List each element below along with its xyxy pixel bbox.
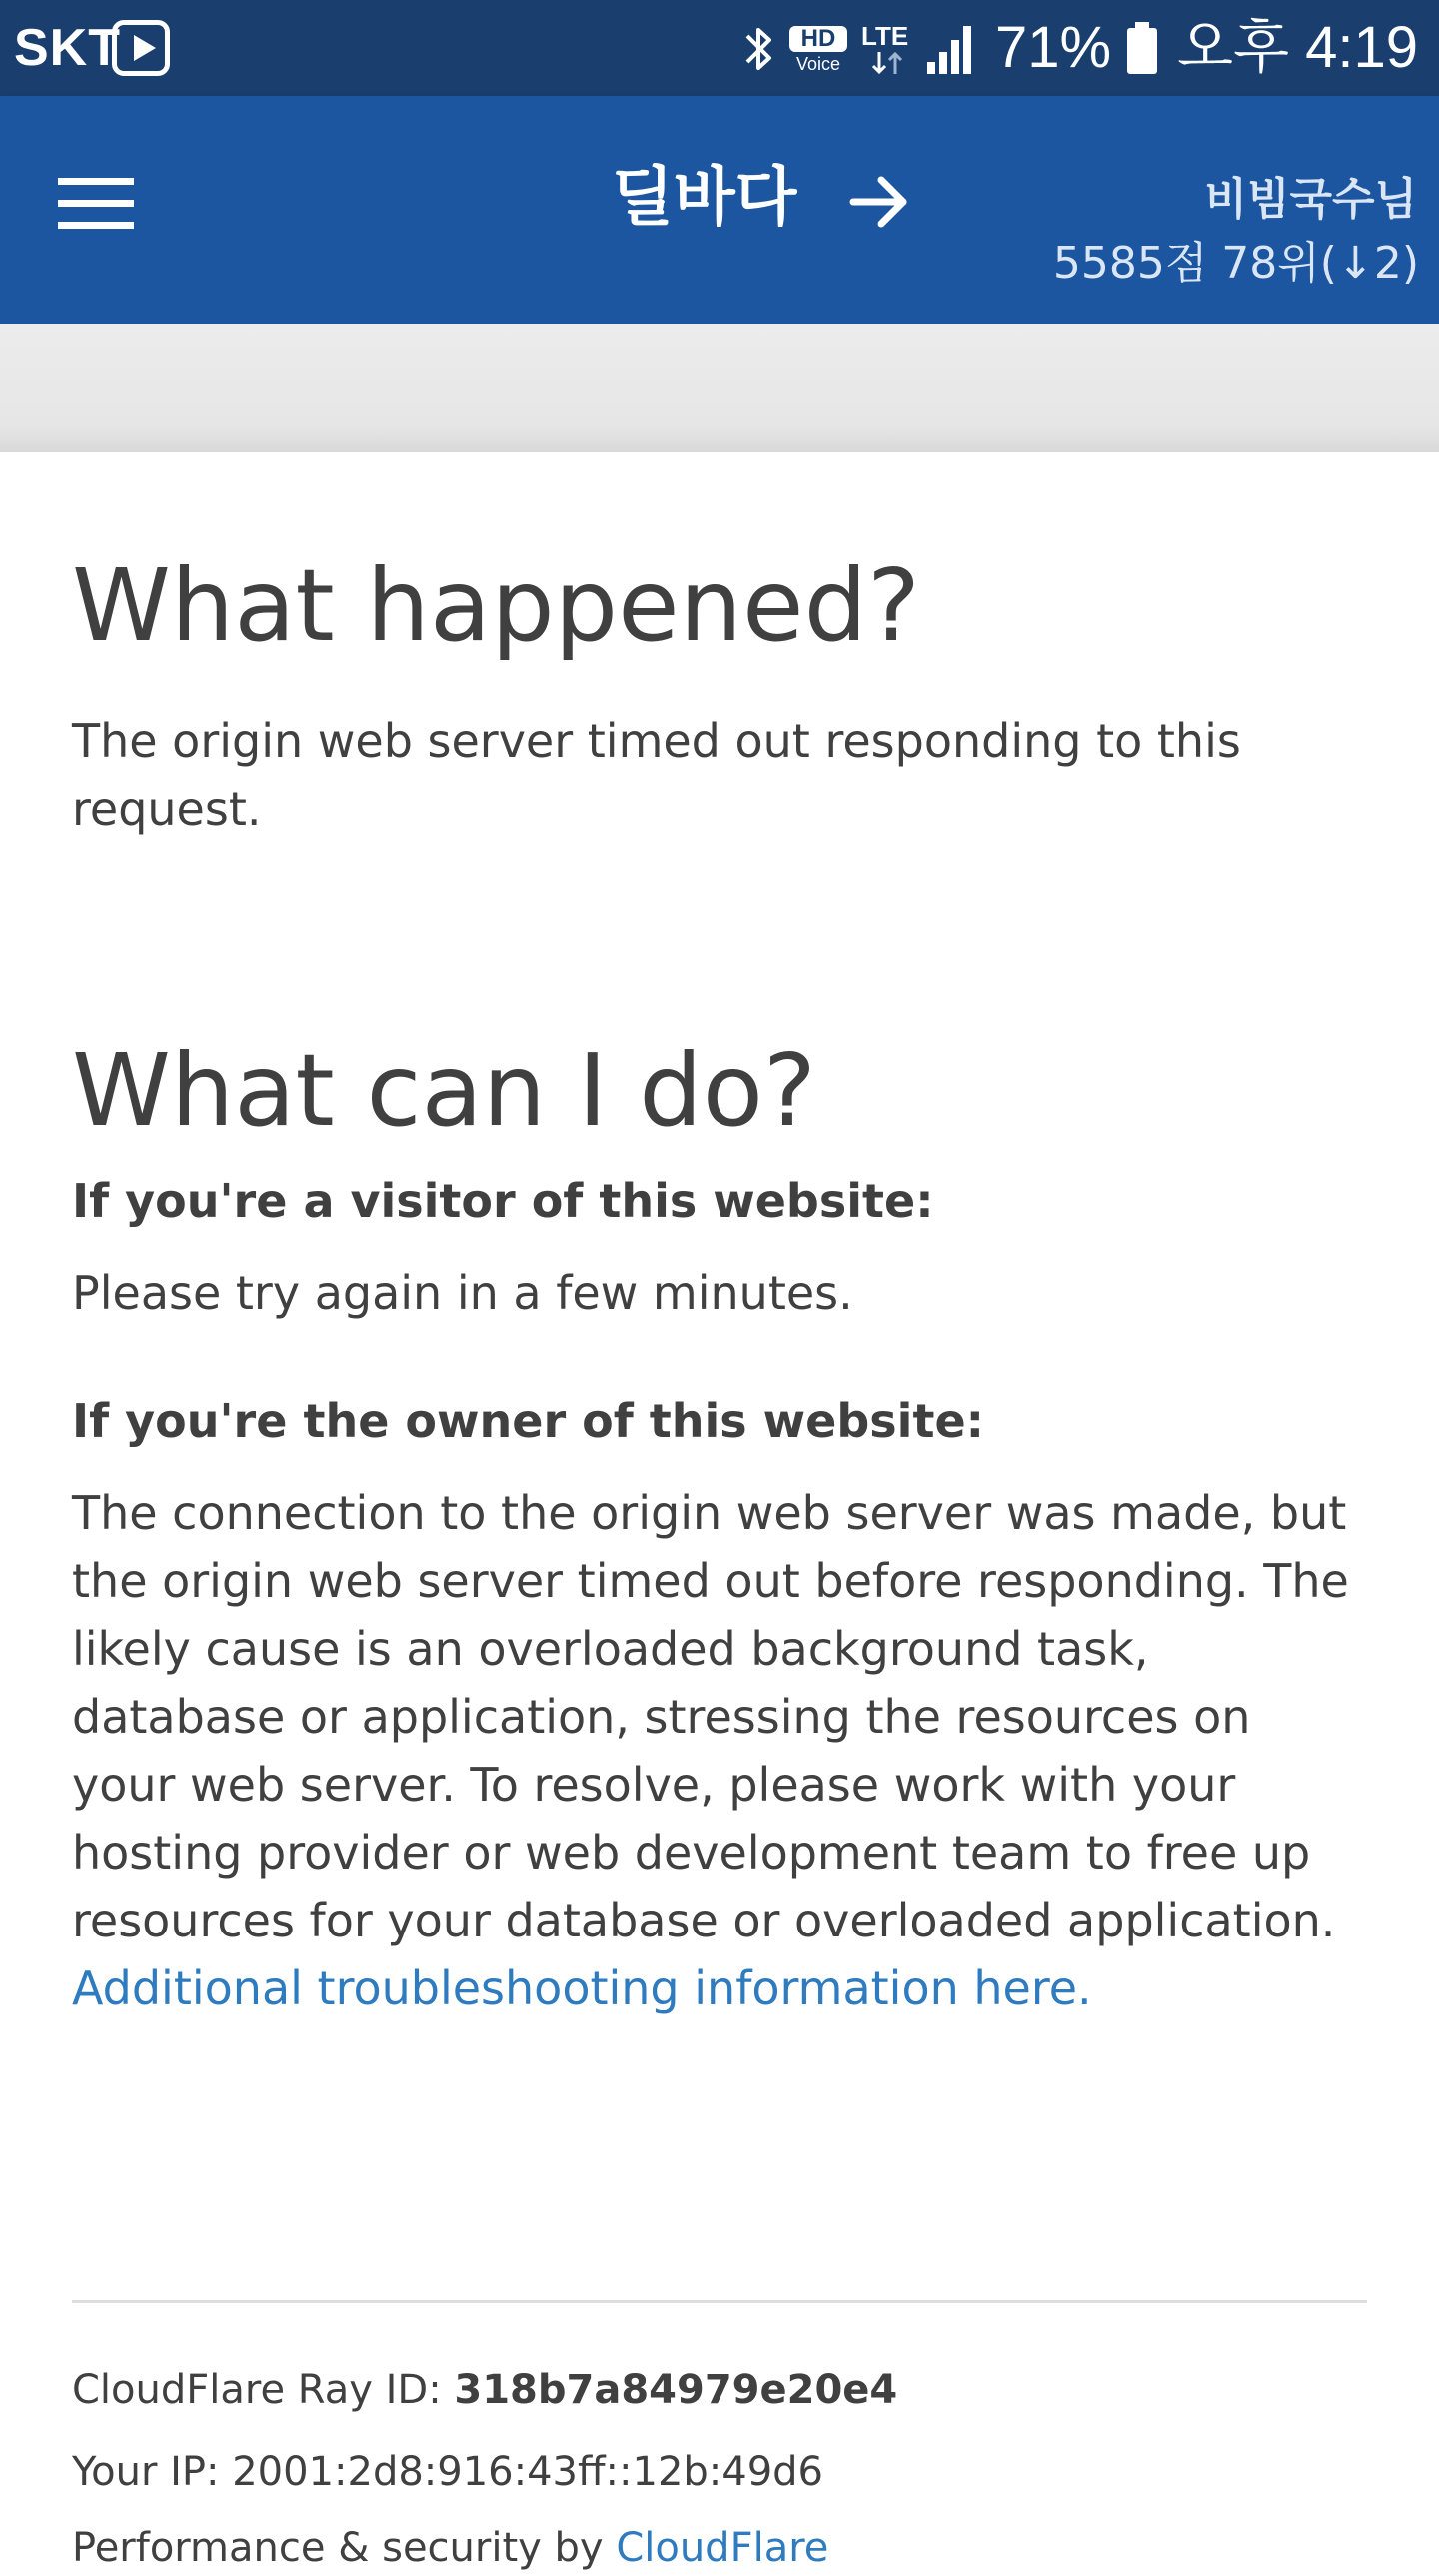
lte-label: LTE xyxy=(861,21,909,51)
user-score: 5585점 78위(↓2) xyxy=(1052,238,1419,289)
performance-label: Performance & security by xyxy=(72,2525,604,2571)
what-happened-heading: What happened? xyxy=(72,547,921,663)
voice-label: Voice xyxy=(795,54,841,74)
owner-text: The connection to the origin web server was made, but the origin web server timed out before responding. The likely cause is an overloaded background task, database or application, stressing the resources on your web server. To resolve, please work with your hosting provider or web development team to free up resources for your database or overloaded application. xyxy=(72,1486,1349,1947)
battery-percentage: 71% xyxy=(995,15,1112,80)
bluetooth-icon xyxy=(741,22,777,76)
battery-icon xyxy=(1125,22,1159,74)
user-name[interactable]: 비빔국수님 xyxy=(1204,174,1417,225)
status-bar xyxy=(0,0,1439,96)
visitor-heading: If you're a visitor of this website: xyxy=(72,1174,934,1228)
ray-id-value: 318b7a84979e20e4 xyxy=(454,2367,898,2413)
menu-icon[interactable] xyxy=(44,166,148,240)
app-header xyxy=(0,96,1439,324)
header-band xyxy=(0,324,1439,452)
lte-icon xyxy=(859,22,915,76)
ip-value: 2001:2d8:916:43ff::12b:49d6 xyxy=(232,2449,823,2495)
ray-id-label: CloudFlare Ray ID: xyxy=(72,2367,442,2413)
cloudflare-link[interactable]: CloudFlare xyxy=(616,2525,829,2571)
signal-icon xyxy=(925,22,977,76)
ray-id-line xyxy=(72,2362,897,2418)
owner-heading: If you're the owner of this website: xyxy=(72,1394,985,1448)
clock: 오후 4:19 xyxy=(1177,15,1419,80)
troubleshooting-link[interactable]: Additional troubleshooting information here. xyxy=(72,1961,1092,2015)
arrow-right-icon[interactable] xyxy=(845,172,915,232)
hd-voice-icon xyxy=(789,26,847,74)
hd-label: HD xyxy=(789,26,847,52)
app-title[interactable]: 딜바다 xyxy=(612,161,797,235)
what-can-i-do-heading: What can I do? xyxy=(72,1032,816,1149)
carrier-label: SKT xyxy=(14,19,121,77)
play-icon xyxy=(112,20,170,76)
ip-line xyxy=(72,2444,823,2500)
owner-paragraph xyxy=(72,1479,1361,2022)
what-happened-text: The origin web server timed out responding to this request. xyxy=(72,714,1241,836)
footer-divider xyxy=(72,2300,1367,2303)
visitor-text: Please try again in a few minutes. xyxy=(72,1266,853,1320)
performance-line xyxy=(72,2520,828,2576)
ip-label: Your IP: xyxy=(72,2449,220,2495)
